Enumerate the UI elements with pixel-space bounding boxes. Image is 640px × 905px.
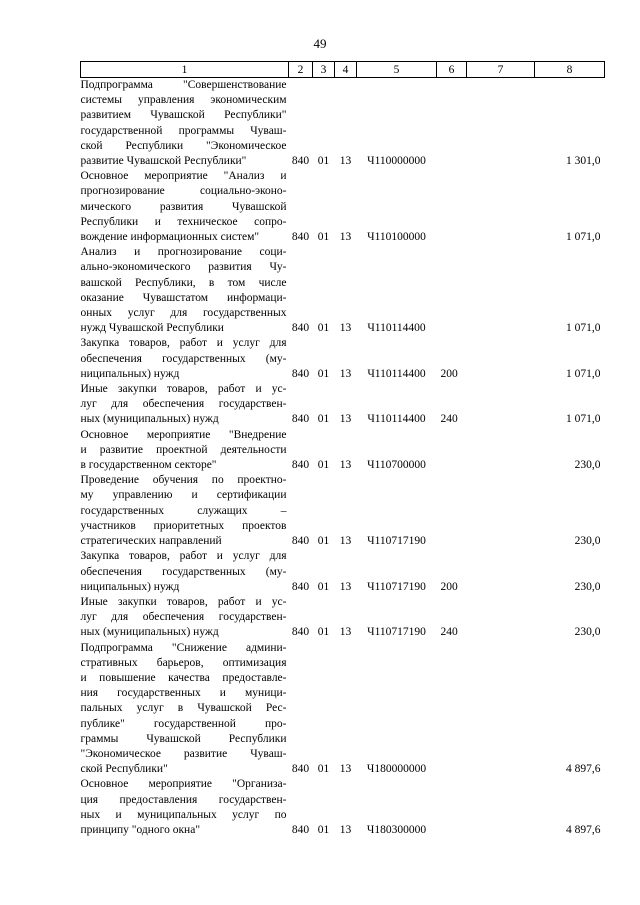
row-name-line: вождение информационных систем" <box>80 231 260 244</box>
col-5-cell: Ч110717190 <box>367 535 426 548</box>
row-name-line: Основное мероприятие "Внедрение <box>80 428 287 441</box>
table-row <box>81 169 605 245</box>
col-2-cell: 840 <box>291 823 310 836</box>
col-3-cell: 01 <box>317 763 330 776</box>
col-6-cell <box>437 169 467 245</box>
col-4-cell: 13 <box>339 823 352 836</box>
col-7-cell <box>467 245 535 336</box>
row-name-line: Проведение обучения по проектно- <box>80 474 287 487</box>
col-8-cell: 1 071,0 <box>566 322 601 335</box>
col-8-cell: 1 071,0 <box>566 231 601 244</box>
col-4-cell: 13 <box>339 459 352 472</box>
col-7-cell <box>467 428 535 474</box>
row-name-line: ской Республики "Экономическое <box>80 139 287 152</box>
col-8-cell: 1 071,0 <box>566 413 601 426</box>
row-name-line: принципу "одного окна" <box>80 823 201 836</box>
header-col-2: 2 <box>289 62 313 78</box>
col-6-cell <box>437 245 467 336</box>
col-8-cell: 230,0 <box>574 459 601 472</box>
col-3-cell: 01 <box>317 459 330 472</box>
col-4-cell: 13 <box>339 626 352 639</box>
col-5-cell: Ч110114400 <box>367 367 426 380</box>
row-name-line: Основное мероприятие "Анализ и <box>80 170 287 183</box>
table-row <box>81 382 605 428</box>
col-5-cell: Ч110100000 <box>367 231 426 244</box>
row-name-line: развитием Чувашской Республики" <box>80 109 287 122</box>
row-name-cell <box>81 336 289 382</box>
col-5-cell: Ч180300000 <box>366 823 427 836</box>
row-name-line: ция предоставления государствен- <box>80 793 287 806</box>
row-name-cell <box>81 595 289 641</box>
header-col-8: 8 <box>535 62 605 78</box>
row-name-line: участников приоритетных проектов <box>80 519 287 532</box>
col-8-cell: 230,0 <box>574 626 601 639</box>
table-row <box>81 641 605 778</box>
row-name-cell <box>81 169 289 245</box>
row-name-line: Подпрограмма "Снижение админи- <box>80 641 287 654</box>
row-name-line: Иные закупки товаров, работ и ус- <box>80 595 287 608</box>
row-name-line: оказание Чувашстатом информаци- <box>80 291 287 304</box>
col-4-cell: 13 <box>339 580 352 593</box>
row-name-line: ниципальных) нужд <box>80 367 180 380</box>
row-name-cell <box>81 245 289 336</box>
col-3-cell: 01 <box>317 367 330 380</box>
row-name-line: ных (муниципальных) нужд <box>80 626 219 639</box>
row-name-line: му управлению и сертификации <box>80 489 287 502</box>
col-2-cell: 840 <box>291 580 310 593</box>
col-3-cell: 01 <box>317 231 330 244</box>
col-8-cell: 1 301,0 <box>566 155 601 168</box>
row-name-cell <box>81 428 289 474</box>
col-4-cell: 13 <box>339 155 352 168</box>
row-name-cell <box>81 549 289 595</box>
col-7-cell <box>467 777 535 838</box>
col-6-cell: 200 <box>440 580 458 593</box>
col-8-cell: 4 897,6 <box>566 763 601 776</box>
col-6-cell <box>437 428 467 474</box>
row-name-line: обеспечения государственных (му- <box>80 565 287 578</box>
col-7-cell <box>467 473 535 549</box>
row-name-line: онных услуг для государственных <box>80 307 287 320</box>
row-name-cell <box>81 473 289 549</box>
table-row <box>81 78 605 170</box>
col-7-cell <box>467 595 535 641</box>
row-name-line: граммы Чувашской Республики <box>80 732 287 745</box>
col-7-cell <box>467 382 535 428</box>
col-5-cell: Ч180000000 <box>366 763 427 776</box>
row-name-line: обеспечения государственных (му- <box>80 352 287 365</box>
col-3-cell: 01 <box>317 322 330 335</box>
col-4-cell: 13 <box>339 231 352 244</box>
row-name-line: ской Республики" <box>80 763 168 776</box>
row-name-cell <box>81 641 289 778</box>
col-7-cell <box>467 641 535 778</box>
col-7-cell <box>467 169 535 245</box>
col-5-cell: Ч110717190 <box>367 580 426 593</box>
col-3-cell: 01 <box>317 155 330 168</box>
row-name-line: Закупка товаров, работ и услуг для <box>80 550 287 563</box>
col-3-cell: 01 <box>317 413 330 426</box>
row-name-line: Подпрограмма "Совершенствование <box>80 79 287 91</box>
col-5-cell: Ч110114400 <box>367 413 426 426</box>
page-number: 49 <box>313 36 327 51</box>
table-row <box>81 595 605 641</box>
row-name-line: стративных барьеров, оптимизация <box>80 656 287 669</box>
row-name-line: публике" государственной про- <box>80 717 287 730</box>
col-8-cell: 4 897,6 <box>566 823 601 836</box>
row-name-line: "Экономическое развитие Чуваш- <box>80 747 287 760</box>
col-6-cell <box>437 641 467 778</box>
row-name-line: Закупка товаров, работ и услуг для <box>80 337 287 350</box>
row-name-line: ально-экономического развития Чу- <box>80 261 287 274</box>
col-2-cell: 840 <box>291 626 310 639</box>
row-name-line: ния государственных и муници- <box>80 687 287 700</box>
row-name-cell <box>81 382 289 428</box>
col-8-cell: 230,0 <box>574 535 601 548</box>
header-col-3: 3 <box>313 62 335 78</box>
col-4-cell: 13 <box>339 367 352 380</box>
col-5-cell: Ч110717190 <box>367 626 426 639</box>
header-col-4: 4 <box>335 62 357 78</box>
col-2-cell: 840 <box>291 459 310 472</box>
row-name-cell <box>81 78 289 170</box>
col-7-cell <box>467 78 535 170</box>
row-name-cell <box>81 777 289 838</box>
row-name-line: луг для обеспечения государствен- <box>80 611 287 624</box>
col-4-cell: 13 <box>339 322 352 335</box>
col-8-cell: 1 071,0 <box>566 367 601 380</box>
table-row <box>81 428 605 474</box>
col-2-cell: 840 <box>291 413 310 426</box>
row-name-line: Республики и техническое сопро- <box>80 215 287 228</box>
row-name-line: Основное мероприятие "Организа- <box>80 778 287 791</box>
row-name-line: государственных служащих – <box>80 504 287 517</box>
col-7-cell <box>467 549 535 595</box>
col-3-cell: 01 <box>317 626 330 639</box>
row-name-line: луг для обеспечения государствен- <box>80 398 287 411</box>
row-name-line: мического развития Чувашской <box>80 200 287 213</box>
row-name-line: системы управления экономическим <box>80 94 287 107</box>
col-5-cell: Ч110000000 <box>367 155 426 168</box>
col-8-cell: 230,0 <box>574 580 601 593</box>
row-name-line: нужд Чувашской Республики <box>80 322 224 335</box>
col-3-cell: 01 <box>317 535 330 548</box>
row-name-line: государственной программы Чуваш- <box>80 124 287 137</box>
col-2-cell: 840 <box>291 763 310 776</box>
col-6-cell <box>437 777 467 838</box>
col-4-cell: 13 <box>339 535 352 548</box>
col-5-cell: Ч110114400 <box>367 322 426 335</box>
col-4-cell: 13 <box>339 763 352 776</box>
table-row <box>81 549 605 595</box>
col-2-cell: 840 <box>291 231 310 244</box>
col-2-cell: 840 <box>291 322 310 335</box>
row-name-line: ных (муниципальных) нужд <box>80 413 219 426</box>
col-2-cell: 840 <box>291 155 310 168</box>
header-col-5: 5 <box>357 62 437 78</box>
col-6-cell: 240 <box>440 626 458 639</box>
row-name-line: ниципальных) нужд <box>80 580 180 593</box>
row-name-line: стратегических направлений <box>80 535 222 548</box>
col-6-cell <box>437 473 467 549</box>
row-name-line: пальных услуг в Чувашской Рес- <box>80 702 287 715</box>
col-6-cell: 200 <box>440 367 458 380</box>
row-name-line: развитие Чувашской Республики" <box>80 155 247 168</box>
table-row <box>81 336 605 382</box>
row-name-line: и развитие проектной деятельности <box>80 443 287 456</box>
col-6-cell: 240 <box>440 413 458 426</box>
table-row <box>81 245 605 336</box>
col-5-cell: Ч110700000 <box>367 459 426 472</box>
budget-table <box>80 61 605 838</box>
col-2-cell: 840 <box>291 367 310 380</box>
row-name-line: Иные закупки товаров, работ и ус- <box>80 383 287 396</box>
row-name-line: прогнозирование социально-эконо- <box>80 185 287 198</box>
row-name-line: и повышение качества предоставле- <box>80 671 287 684</box>
header-col-7: 7 <box>467 62 535 78</box>
header-row <box>81 62 605 78</box>
row-name-line: вашской Республики, в том числе <box>80 276 287 289</box>
row-name-line: в государственном секторе" <box>80 459 217 472</box>
col-4-cell: 13 <box>339 413 352 426</box>
col-3-cell: 01 <box>317 823 330 836</box>
row-name-line: Анализ и прогнозирование соци- <box>80 246 287 259</box>
col-2-cell: 840 <box>291 535 310 548</box>
col-3-cell: 01 <box>317 580 330 593</box>
table-row <box>81 473 605 549</box>
header-col-1: 1 <box>81 62 289 78</box>
row-name-line: ных и муниципальных услуг по <box>80 808 287 821</box>
header-col-6: 6 <box>437 62 467 78</box>
col-7-cell <box>467 336 535 382</box>
table-row <box>81 777 605 838</box>
col-6-cell <box>437 78 467 170</box>
